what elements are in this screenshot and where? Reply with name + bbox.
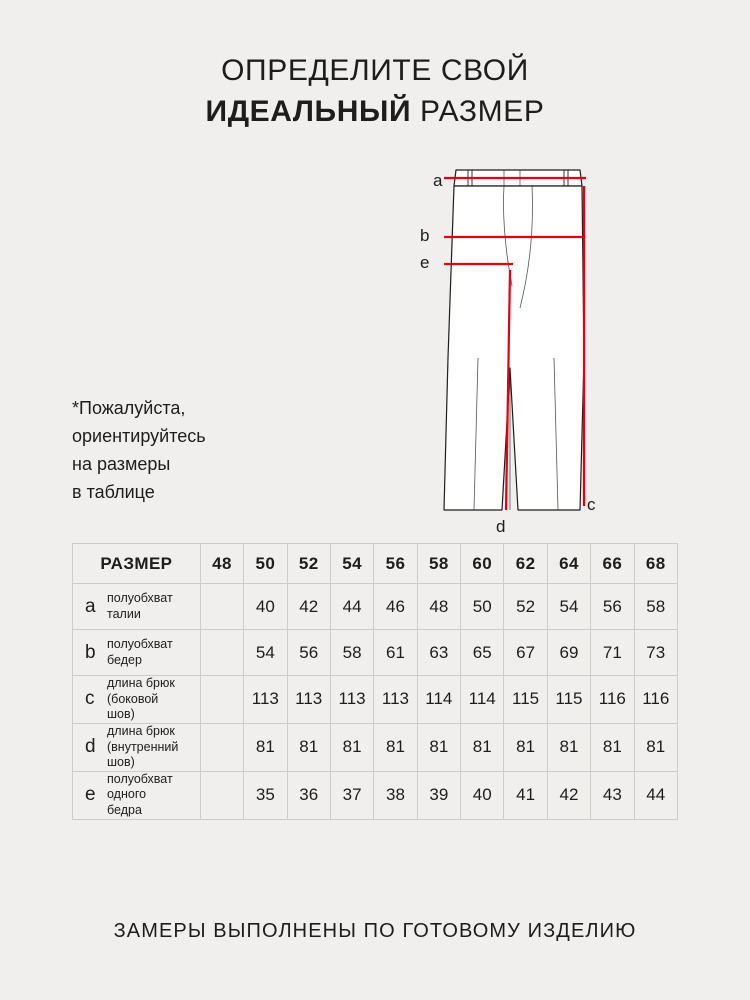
row-label-c-line2: (боковой: [107, 691, 159, 706]
label-e: e: [420, 253, 430, 272]
row-label-d-line3: шов): [107, 755, 135, 770]
cell-e-50: 35: [244, 771, 287, 819]
row-letter-a: a: [85, 595, 96, 617]
row-label-d-line2: (внутренний: [107, 739, 179, 754]
cell-c-64: 115: [547, 676, 590, 724]
cell-a-64: 54: [547, 584, 590, 630]
footer-note: ЗАМЕРЫ ВЫПОЛНЕНЫ ПО ГОТОВОМУ ИЗДЕЛИЮ: [113, 920, 637, 942]
table-row: [73, 630, 678, 676]
cell-a-66: 56: [591, 584, 634, 630]
size-header-4: 56: [374, 544, 417, 584]
row-header-b: [73, 630, 201, 676]
cell-e-54: 37: [330, 771, 373, 819]
size-table: [72, 543, 678, 820]
size-header-6: 60: [461, 544, 504, 584]
page-title: [0, 52, 750, 130]
row-letter-e: e: [85, 784, 96, 806]
table-row: [73, 584, 678, 630]
size-header-2: 52: [287, 544, 330, 584]
row-header-e: [73, 771, 201, 819]
label-b: b: [420, 226, 430, 245]
row-label-b: [107, 637, 173, 668]
cell-e-48: [200, 771, 243, 819]
cell-d-54: 81: [330, 723, 373, 771]
cell-e-56: 38: [374, 771, 417, 819]
row-label-d-line1: длина брюк: [107, 723, 175, 738]
size-table-wrapper: [72, 543, 678, 820]
table-corner-header: РАЗМЕР: [73, 544, 201, 584]
cell-d-50: 81: [244, 723, 287, 771]
row-letter-c: c: [85, 688, 95, 710]
row-label-a: [107, 591, 173, 622]
cell-a-52: 42: [287, 584, 330, 630]
cell-e-62: 41: [504, 771, 547, 819]
cell-b-66: 71: [591, 630, 634, 676]
cell-b-58: 63: [417, 630, 460, 676]
cell-a-56: 46: [374, 584, 417, 630]
cell-a-50: 40: [244, 584, 287, 630]
cell-d-56: 81: [374, 723, 417, 771]
cell-b-68: 73: [634, 630, 677, 676]
page-title-line2-rest: РАЗМЕР: [411, 94, 545, 128]
cell-a-48: [200, 584, 243, 630]
cell-b-62: 67: [504, 630, 547, 676]
cell-c-66: 116: [591, 676, 634, 724]
cell-c-56: 113: [374, 676, 417, 724]
cell-e-52: 36: [287, 771, 330, 819]
cell-d-66: 81: [591, 723, 634, 771]
row-label-d: [107, 724, 178, 771]
cell-b-64: 69: [547, 630, 590, 676]
cell-b-54: 58: [330, 630, 373, 676]
row-label-e-line3: бедра: [107, 803, 142, 817]
row-label-e-line2: одного: [107, 787, 147, 802]
cell-d-58: 81: [417, 723, 460, 771]
cell-d-68: 81: [634, 723, 677, 771]
row-letter-b: b: [85, 641, 96, 663]
row-label-c: [107, 676, 175, 723]
label-d: d: [496, 517, 506, 536]
note-line-4: в таблице: [72, 481, 155, 502]
table-row: [73, 676, 678, 724]
size-header-5: 58: [417, 544, 460, 584]
cell-a-62: 52: [504, 584, 547, 630]
cell-d-64: 81: [547, 723, 590, 771]
cell-d-48: [200, 723, 243, 771]
row-letter-d: d: [85, 736, 96, 758]
cell-e-66: 43: [591, 771, 634, 819]
row-header-a: [73, 584, 201, 630]
cell-a-58: 48: [417, 584, 460, 630]
size-header-0: 48: [200, 544, 243, 584]
trousers-illustration: [408, 158, 638, 538]
row-header-d: [73, 723, 201, 771]
cell-d-60: 81: [461, 723, 504, 771]
page-title-line1: ОПРЕДЕЛИТЕ СВОЙ: [221, 54, 529, 87]
row-label-a-line1: полуобхват: [107, 590, 173, 605]
cell-c-54: 113: [330, 676, 373, 724]
cell-c-50: 113: [244, 676, 287, 724]
cell-b-48: [200, 630, 243, 676]
row-label-a-line2: талии: [107, 606, 141, 621]
cell-c-52: 113: [287, 676, 330, 724]
cell-e-58: 39: [417, 771, 460, 819]
size-header-8: 64: [547, 544, 590, 584]
note-line-1: *Пожалуйста,: [72, 398, 186, 418]
cell-b-56: 61: [374, 630, 417, 676]
table-header-row: [73, 544, 678, 584]
page-title-emphasis: ИДЕАЛЬНЫЙ: [205, 94, 412, 128]
cell-d-62: 81: [504, 723, 547, 771]
row-label-b-line2: бедер: [107, 652, 142, 667]
size-header-7: 62: [504, 544, 547, 584]
row-label-e: [107, 772, 173, 819]
row-label-c-line1: длина брюк: [107, 676, 175, 690]
table-row: [73, 771, 678, 819]
note-text: [72, 395, 272, 507]
row-label-e-line1: полуобхват: [107, 771, 173, 786]
size-table-body: [73, 584, 678, 820]
size-header-10: 68: [634, 544, 677, 584]
note-line-3: на размеры: [72, 453, 171, 474]
cell-d-52: 81: [287, 723, 330, 771]
cell-e-64: 42: [547, 771, 590, 819]
label-a: a: [433, 171, 443, 190]
cell-e-60: 40: [461, 771, 504, 819]
cell-a-68: 58: [634, 584, 677, 630]
cell-c-48: [200, 676, 243, 724]
row-label-b-line1: полуобхват: [107, 636, 173, 651]
size-header-9: 66: [591, 544, 634, 584]
size-header-1: 50: [244, 544, 287, 584]
cell-e-68: 44: [634, 771, 677, 819]
note-line-2: ориентируйтесь: [72, 425, 206, 446]
table-row: [73, 723, 678, 771]
cell-c-60: 114: [461, 676, 504, 724]
row-header-c: [73, 676, 201, 724]
cell-a-60: 50: [461, 584, 504, 630]
page-title-line2: [0, 93, 750, 131]
row-label-c-line3: шов): [107, 707, 135, 722]
cell-b-60: 65: [461, 630, 504, 676]
cell-c-62: 115: [504, 676, 547, 724]
label-c: c: [587, 495, 596, 514]
size-header-3: 54: [330, 544, 373, 584]
cell-b-52: 56: [287, 630, 330, 676]
cell-a-54: 44: [330, 584, 373, 630]
cell-b-50: 54: [244, 630, 287, 676]
size-table-head: [73, 544, 678, 584]
cell-c-68: 116: [634, 676, 677, 724]
cell-c-58: 114: [417, 676, 460, 724]
